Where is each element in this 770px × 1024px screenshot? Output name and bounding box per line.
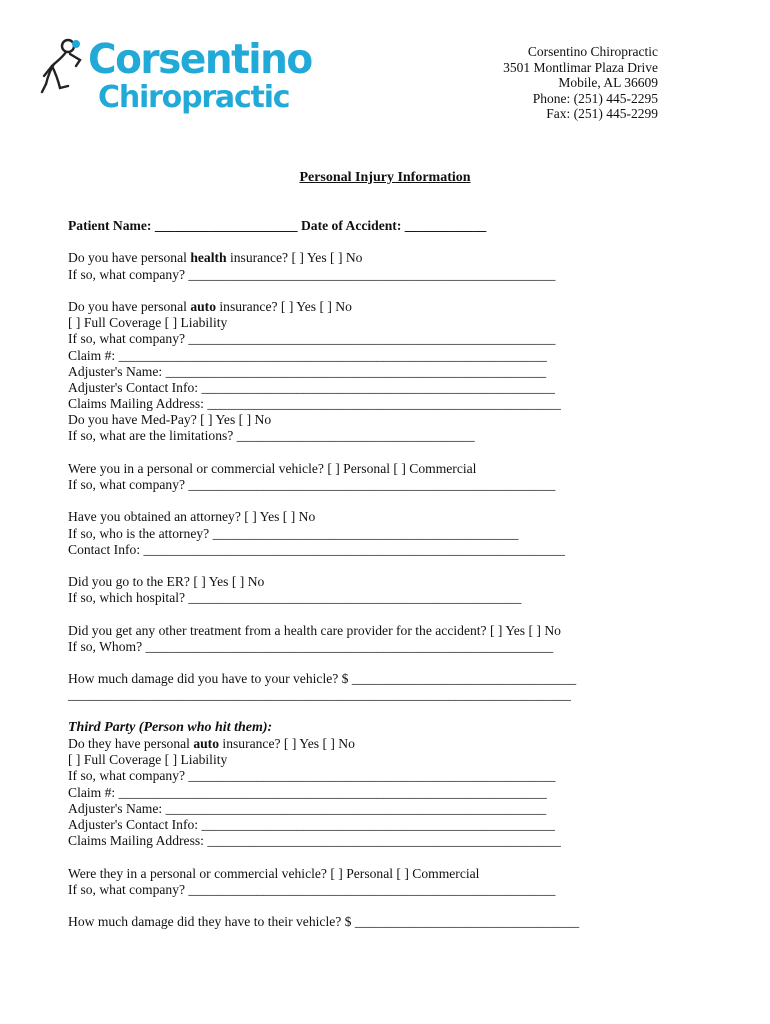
third-party-claim-field[interactable]: Claim #: _______________________________________________________________ bbox=[68, 784, 547, 800]
third-party-vehicle-company-field[interactable]: If so, what company? ______________________________________________________ bbox=[68, 881, 556, 897]
third-party-vehicle-type-question[interactable]: Were they in a personal or commercial vehicle? [ ] Personal [ ] Commercial bbox=[68, 865, 480, 881]
auto-insurance-question[interactable]: Do you have personal auto insurance? [ ] Yes [ ] No bbox=[68, 298, 352, 314]
vehicle-damage-field[interactable]: How much damage did you have to your vehicle? $ _________________________________ bbox=[68, 671, 577, 687]
third-party-claims-mailing-field[interactable]: Claims Mailing Address: ____________________________________________________ bbox=[68, 833, 561, 849]
claims-mailing-field[interactable]: Claims Mailing Address: ____________________________________________________ bbox=[68, 396, 561, 412]
page-title: Personal Injury Information bbox=[299, 170, 471, 185]
clinic-street: 3501 Montlimar Plaza Drive bbox=[503, 59, 658, 75]
company-logo bbox=[40, 36, 312, 120]
hospital-field[interactable]: If so, which hospital? _________________________________________________ bbox=[68, 590, 522, 606]
attorney-contact-field[interactable]: Contact Info: ______________________________________________________________ bbox=[68, 541, 565, 557]
third-party-adjuster-name-field[interactable]: Adjuster's Name: ________________________________________________________ bbox=[68, 800, 547, 816]
third-party-auto-question[interactable]: Do they have personal auto insurance? [ ] Yes [ ] No bbox=[68, 736, 355, 751]
attorney-name-field[interactable]: If so, who is the attorney? _____________________________________________ bbox=[68, 525, 519, 541]
clinic-city: Mobile, AL 36609 bbox=[558, 75, 658, 90]
adjuster-name-field[interactable]: Adjuster's Name: ________________________________________________________ bbox=[68, 363, 547, 379]
clinic-name: Corsentino Chiropractic bbox=[527, 44, 658, 59]
other-treatment-question[interactable]: Did you get any other treatment from a health care provider for the accident? [ ] Yes [ ] No bbox=[68, 622, 561, 638]
clinic-fax: Fax: (251) 445-2299 bbox=[546, 106, 658, 121]
logo-text-chiropractic: Chiropractic bbox=[98, 80, 290, 115]
third-party-coverage-checkboxes[interactable]: [ ] Full Coverage [ ] Liability bbox=[68, 752, 228, 768]
vehicle-type-question[interactable]: Were you in a personal or commercial vehicle? [ ] Personal [ ] Commercial bbox=[68, 460, 477, 476]
vehicle-damage-continuation[interactable]: __________________________________________________________________________ bbox=[68, 687, 571, 703]
third-party-company-field[interactable]: If so, what company? ______________________________________________________ bbox=[68, 768, 556, 784]
clinic-address-block bbox=[503, 44, 658, 122]
vehicle-company-field[interactable]: If so, what company? ______________________________________________________ bbox=[68, 477, 556, 492]
third-party-heading: Third Party (Person who hit them): bbox=[68, 719, 273, 735]
health-company-field[interactable]: If so, what company? ______________________________________________________ bbox=[68, 266, 556, 282]
clinic-phone: Phone: (251) 445-2295 bbox=[532, 90, 658, 106]
chiropractor-figure-icon bbox=[40, 36, 88, 100]
auto-company-field[interactable]: If so, what company? ______________________________________________________ bbox=[68, 331, 556, 347]
medpay-limitations-field[interactable]: If so, what are the limitations? ___________________________________ bbox=[68, 428, 475, 444]
logo-text-corsentino: Corsentino bbox=[88, 36, 312, 84]
treatment-provider-field[interactable]: If so, Whom? ____________________________________________________________ bbox=[68, 638, 554, 654]
er-question[interactable]: Did you go to the ER? [ ] Yes [ ] No bbox=[68, 574, 265, 590]
medpay-question[interactable]: Do you have Med-Pay? [ ] Yes [ ] No bbox=[68, 412, 272, 428]
third-party-adjuster-contact-field[interactable]: Adjuster's Contact Info: ____________________________________________________ bbox=[68, 816, 555, 832]
adjuster-contact-field[interactable]: Adjuster's Contact Info: ____________________________________________________ bbox=[68, 379, 555, 395]
third-party-damage-field[interactable]: How much damage did they have to their vehicle? $ _________________________________ bbox=[68, 914, 580, 930]
attorney-question[interactable]: Have you obtained an attorney? [ ] Yes [ ] No bbox=[68, 509, 316, 525]
patient-name-field[interactable]: Patient Name: _____________________ Date of Accident: ____________ bbox=[68, 218, 487, 233]
injury-form bbox=[68, 218, 708, 930]
claim-number-field[interactable]: Claim #: _______________________________________________________________ bbox=[68, 347, 547, 363]
coverage-checkboxes[interactable]: [ ] Full Coverage [ ] Liability bbox=[68, 315, 228, 331]
health-insurance-question[interactable]: Do you have personal health insurance? [ ] Yes [ ] No bbox=[68, 250, 363, 266]
